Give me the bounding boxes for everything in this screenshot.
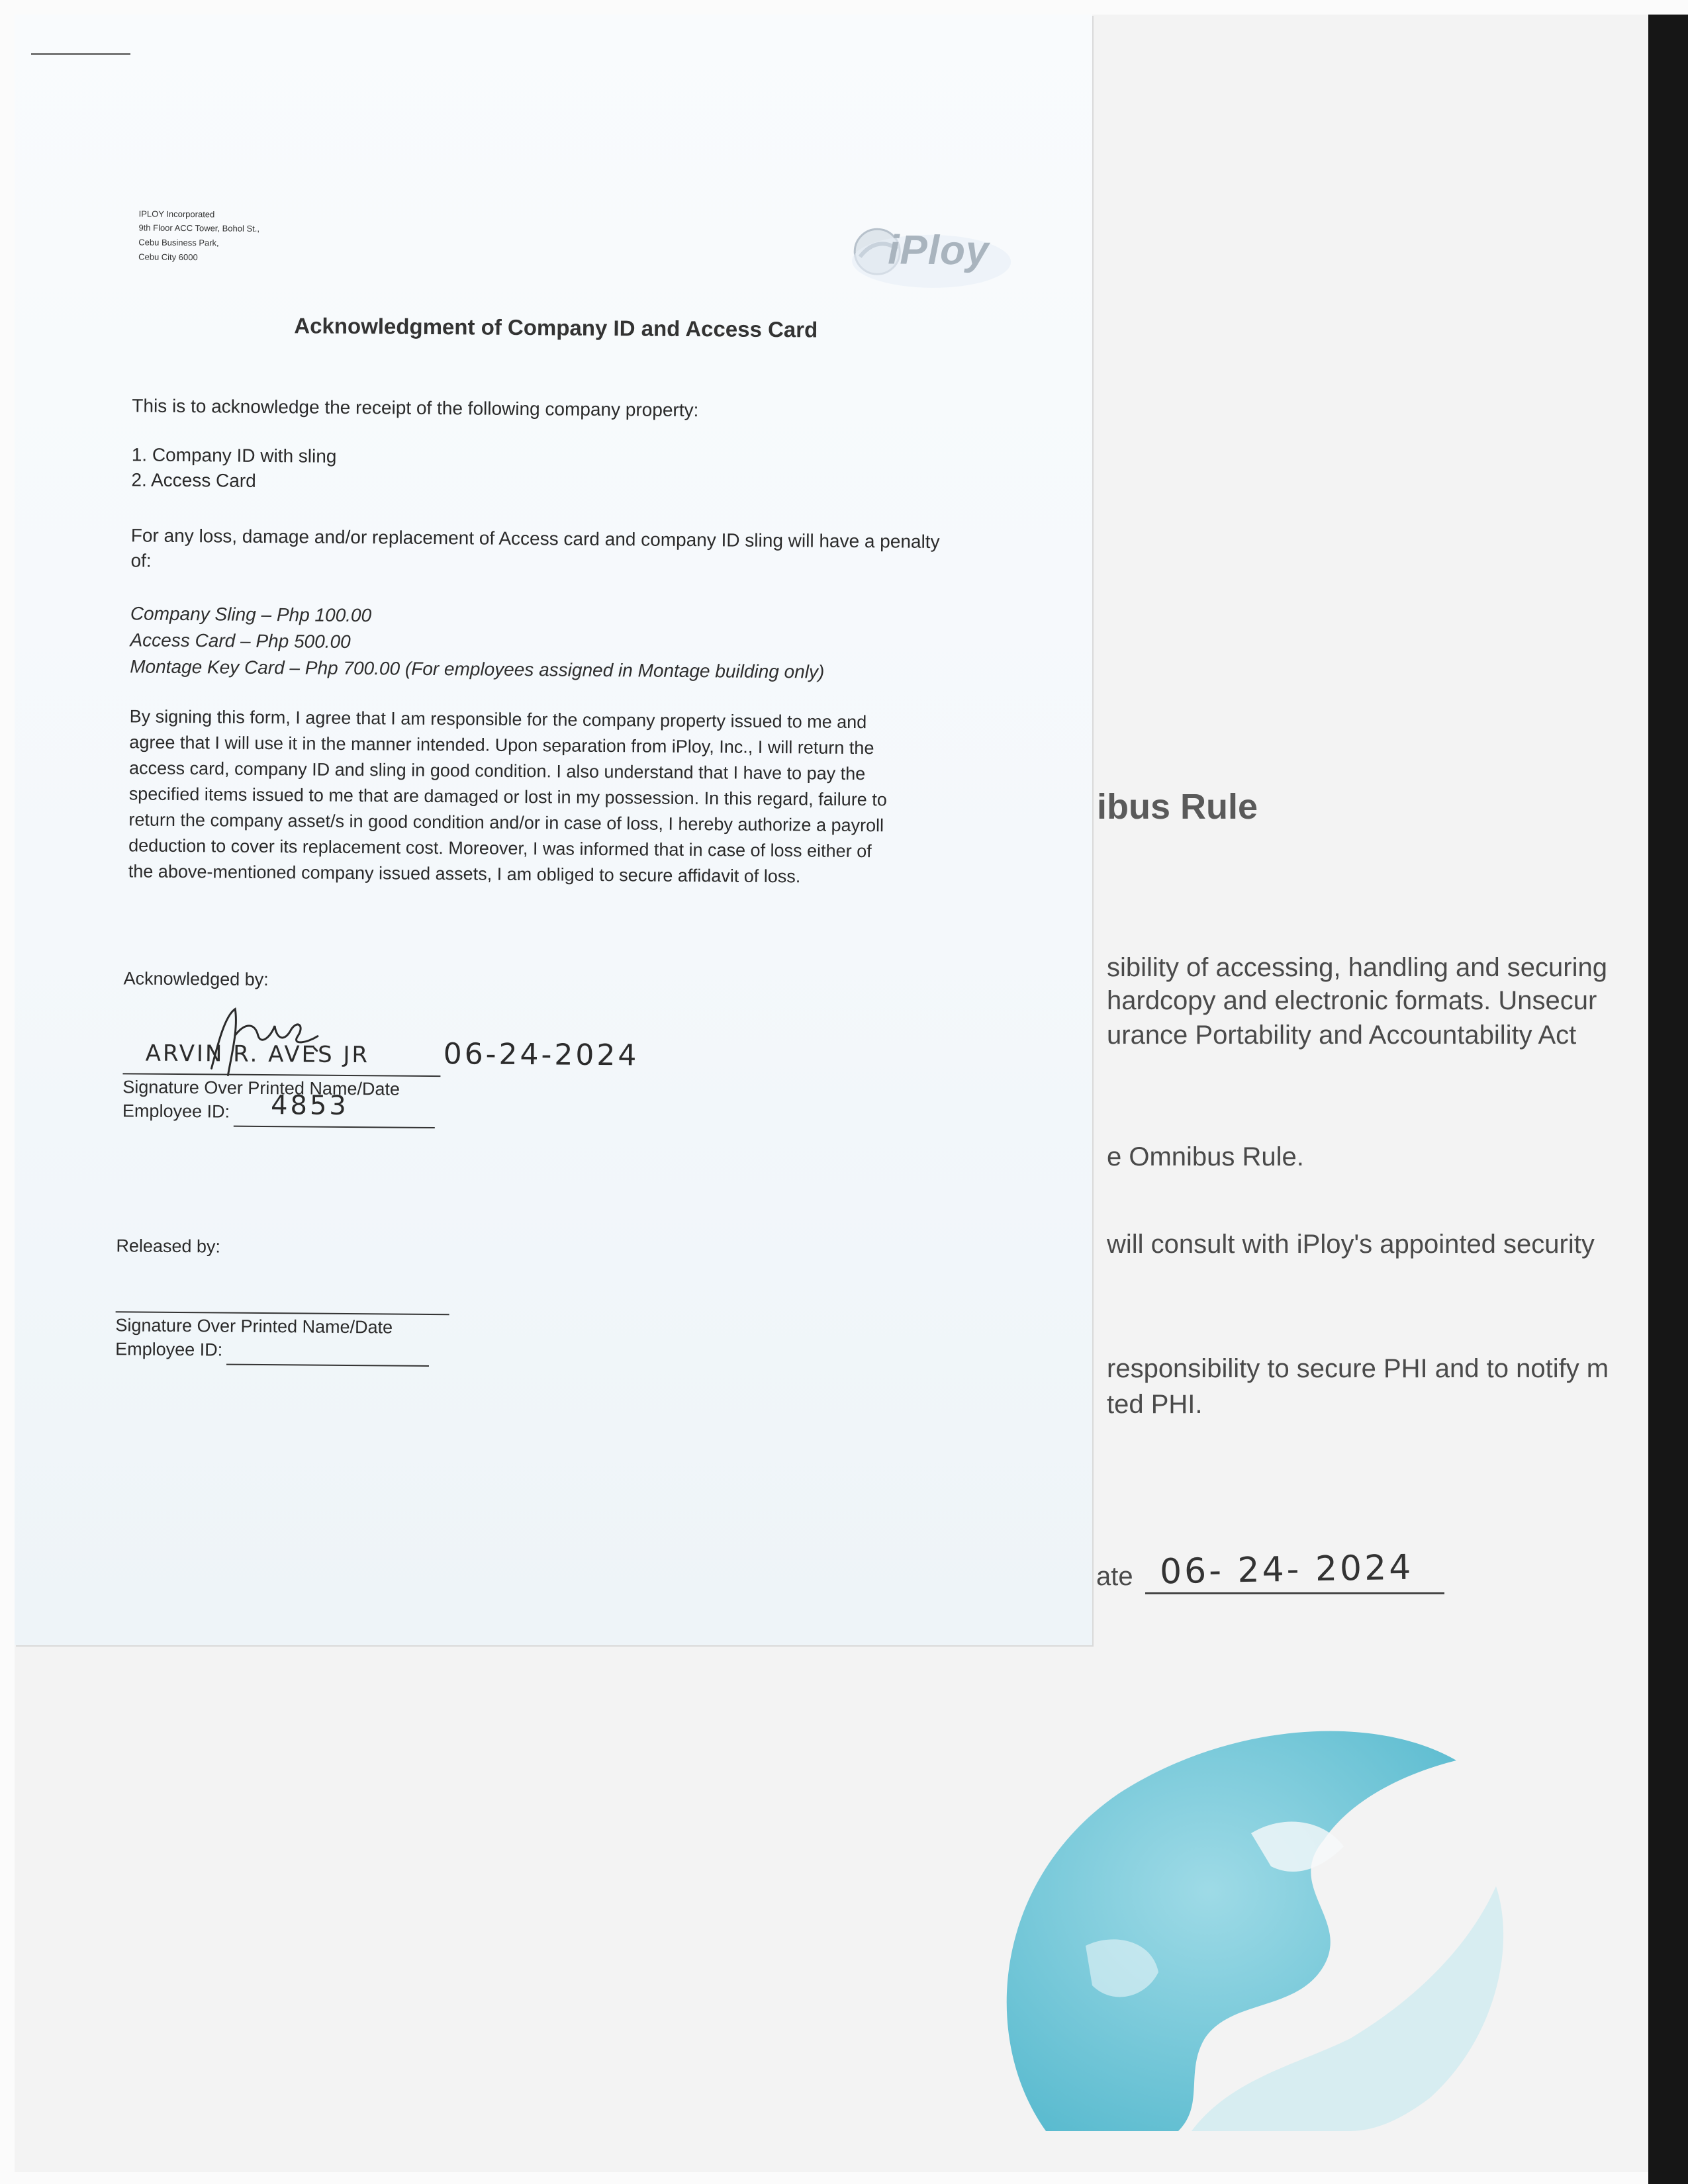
handwritten-date: 06-24-2024 — [443, 1037, 639, 1073]
handwritten-signature — [198, 995, 324, 1082]
agreement-line: By signing this form, I agree that I am responsible for the company property issued to me and — [129, 706, 867, 733]
logo-wordmark: iPloy — [887, 227, 990, 274]
agreement-line: the above-mentioned company issued assets, I am obliged to secure affidavit of loss. — [128, 861, 801, 887]
penalty-intro-line: of: — [130, 550, 152, 571]
released-by-label: Released by: — [116, 1236, 221, 1257]
back-page-line: e Omnibus Rule. — [1107, 1142, 1304, 1171]
page-title: Acknowledgment of Company ID and Access Card — [294, 313, 818, 342]
back-page-handwritten-date: 06- 24- 2024 — [1159, 1547, 1414, 1592]
penalty-item: Access Card – Php 500.00 — [130, 629, 351, 653]
penalty-intro-line: For any loss, damage and/or replacement of Access card and company ID sling will have a penalty — [130, 525, 940, 553]
property-item: 1. Company ID with sling — [131, 444, 337, 467]
acknowledged-by-label: Acknowledged by: — [123, 968, 269, 990]
back-page-title-fragment: ibus Rule — [1097, 787, 1258, 827]
back-page-date-line — [1145, 1592, 1444, 1594]
intro-text: This is to acknowledge the receipt of the following company property: — [132, 395, 699, 421]
agreement-line: agree that I will use it in the manner intended. Upon separation from iPloy, Inc., I will return the — [129, 732, 874, 758]
handwritten-employee-id: 4853 — [270, 1090, 350, 1122]
acknowledged-employee-id-line — [234, 1126, 435, 1128]
company-address-line: Cebu Business Park, — [138, 237, 219, 248]
penalty-item: Company Sling – Php 100.00 — [130, 603, 372, 626]
company-address-line: 9th Floor ACC Tower, Bohol St., — [138, 222, 260, 234]
back-page-line: responsibility to secure PHI and to notify m — [1107, 1354, 1609, 1383]
agreement-line: return the company asset/s in good condition and/or in case of loss, I hereby authorize a payroll — [128, 809, 884, 836]
company-address-line: IPLOY Incorporated — [138, 208, 215, 220]
company-address-line: Cebu City 6000 — [138, 251, 198, 263]
acknowledged-employee-id-label: Employee ID: — [122, 1101, 230, 1122]
property-item: 2. Access Card — [131, 469, 256, 491]
handwritten-printed-name: ARVIN R. AVES JR — [145, 1040, 370, 1069]
back-page-date-label: ate — [1096, 1562, 1133, 1591]
scanner-edge — [1648, 15, 1688, 2184]
back-page-line: ted PHI. — [1107, 1390, 1203, 1419]
acknowledgment-page — [15, 15, 1092, 1645]
back-page-line: urance Portability and Accountability Act — [1107, 1021, 1577, 1050]
released-employee-id-line — [226, 1364, 429, 1367]
released-employee-id-label: Employee ID: — [115, 1339, 223, 1360]
agreement-line: access card, company ID and sling in good condition. I also understand that I have to pay the — [128, 758, 866, 784]
back-page-line: will consult with iPloy's appointed security — [1107, 1230, 1595, 1259]
back-page-line: sibility of accessing, handling and securing — [1107, 953, 1607, 982]
penalty-item: Montage Key Card – Php 700.00 (For employees assigned in Montage building only) — [130, 656, 825, 682]
released-signature-line — [116, 1311, 449, 1315]
agreement-line: specified items issued to me that are damaged or lost in my possession. In this regard, failure to — [128, 784, 887, 810]
back-page-line: hardcopy and electronic formats. Unsecur — [1107, 986, 1597, 1015]
acknowledged-signature-caption: Signature Over Printed Name/Date — [122, 1077, 400, 1099]
globe-watermark — [953, 1668, 1549, 2131]
agreement-line: deduction to cover its replacement cost. Moreover, I was informed that in case of loss either of — [128, 835, 872, 862]
released-signature-caption: Signature Over Printed Name/Date — [115, 1315, 393, 1338]
